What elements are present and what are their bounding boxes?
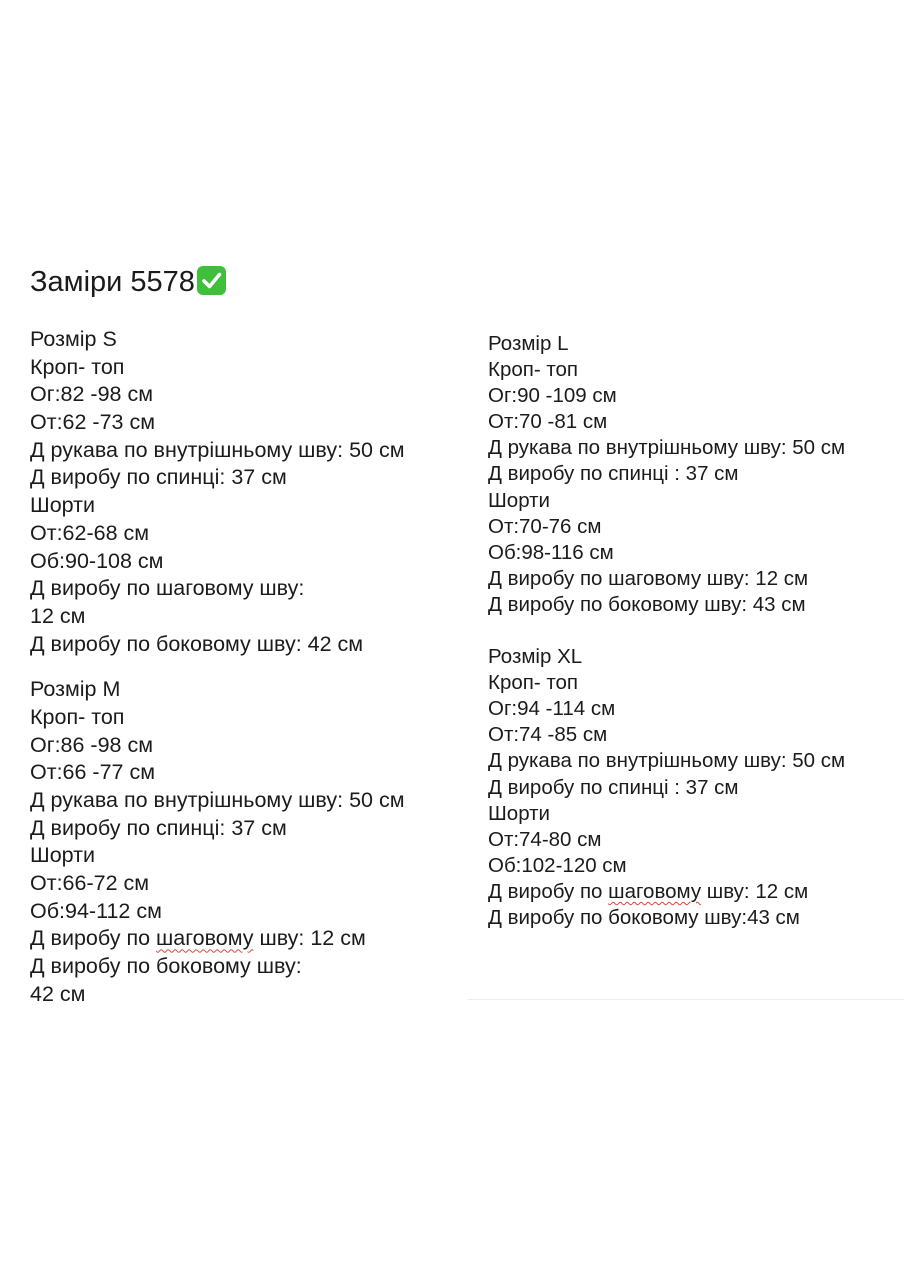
size-m-back-length: Д виробу по спинці: 37 см (30, 815, 287, 840)
divider (468, 999, 904, 1000)
size-m-top-heading: Кроп- топ (30, 704, 125, 729)
size-s-inseam-label: Д виробу по шаговому шву: (30, 576, 305, 601)
size-xl-back-length: Д виробу по спинці : 37 см (488, 775, 739, 799)
size-xl-shorts-hips: Об:102-120 см (488, 853, 627, 877)
size-m-inseam: Д виробу по шаговому шву: 12 см (30, 926, 366, 951)
size-xl-block (488, 644, 845, 931)
size-l-side-seam: Д виробу по боковому шву: 43 см (488, 592, 806, 616)
size-s-back-length: Д виробу по спинці: 37 см (30, 465, 287, 490)
right-column (488, 331, 845, 931)
size-m-shorts-hips: Об:94-112 см (30, 898, 162, 923)
size-xl-waist: От:74 -85 см (488, 723, 608, 747)
section-gap (488, 618, 845, 644)
size-s-block (30, 326, 405, 658)
size-xl-shorts-heading: Шорти (488, 801, 550, 825)
size-l-shorts-waist: От:70-76 см (488, 514, 602, 538)
size-s-waist: От:62 -73 см (30, 410, 156, 435)
size-l-shorts-heading: Шорти (488, 488, 550, 512)
size-l-heading: Розмір L (488, 332, 569, 355)
spellcheck-underline: шаговому (608, 879, 702, 903)
size-xl-shorts-waist: От:74-80 см (488, 827, 602, 851)
size-l-back-length: Д виробу по спинці : 37 см (488, 462, 739, 486)
size-s-side-seam: Д виробу по боковому шву: 42 см (30, 631, 364, 656)
left-column (30, 326, 405, 1009)
size-m-block (30, 676, 405, 1008)
size-l-top-heading: Кроп- топ (488, 358, 579, 382)
section-gap (30, 658, 405, 676)
size-s-shorts-waist: От:62-68 см (30, 520, 150, 545)
size-m-shorts-waist: От:66-72 см (30, 871, 150, 896)
size-l-inseam: Д виробу по шаговому шву: 12 см (488, 566, 809, 590)
size-s-shorts-heading: Шорти (30, 493, 96, 518)
size-l-shorts-hips: Об:98-116 см (488, 540, 614, 564)
size-m-side-seam-value: 42 см (30, 981, 86, 1006)
size-xl-side-seam: Д виробу по боковому шву:43 см (488, 905, 800, 929)
size-m-chest: Ог:86 -98 см (30, 732, 154, 757)
size-l-waist: От:70 -81 см (488, 410, 608, 434)
size-m-side-seam-label: Д виробу по боковому шву: (30, 954, 302, 979)
size-l-block (488, 331, 845, 618)
spellcheck-underline: шаговому (156, 926, 254, 951)
title-text: Заміри 5578 (30, 266, 195, 298)
size-xl-top-heading: Кроп- топ (488, 671, 579, 695)
size-s-top-heading: Кроп- топ (30, 354, 125, 379)
size-xl-heading: Розмір XL (488, 645, 583, 669)
size-xl-chest: Ог:94 -114 см (488, 697, 616, 721)
size-xl-sleeve-length: Д рукава по внутрішньому шву: 50 см (488, 749, 846, 773)
size-xl-inseam: Д виробу по шаговому шву: 12 см (488, 879, 809, 903)
page-title (30, 262, 226, 302)
check-mark-button-icon (197, 266, 226, 295)
size-l-chest: Ог:90 -109 см (488, 384, 617, 408)
size-s-shorts-hips: Об:90-108 см (30, 548, 164, 573)
size-m-shorts-heading: Шорти (30, 843, 96, 868)
size-m-sleeve-length: Д рукава по внутрішньому шву: 50 см (30, 788, 405, 812)
size-l-sleeve-length: Д рукава по внутрішньому шву: 50 см (488, 436, 846, 460)
size-s-inseam-value: 12 см (30, 603, 86, 628)
size-s-chest: Ог:82 -98 см (30, 382, 154, 407)
size-s-heading: Розмір S (30, 327, 117, 351)
size-m-heading: Розмір M (30, 677, 121, 702)
size-s-sleeve-length: Д рукава по внутрішньому шву: 50 см (30, 437, 405, 462)
size-m-waist: От:66 -77 см (30, 760, 156, 785)
